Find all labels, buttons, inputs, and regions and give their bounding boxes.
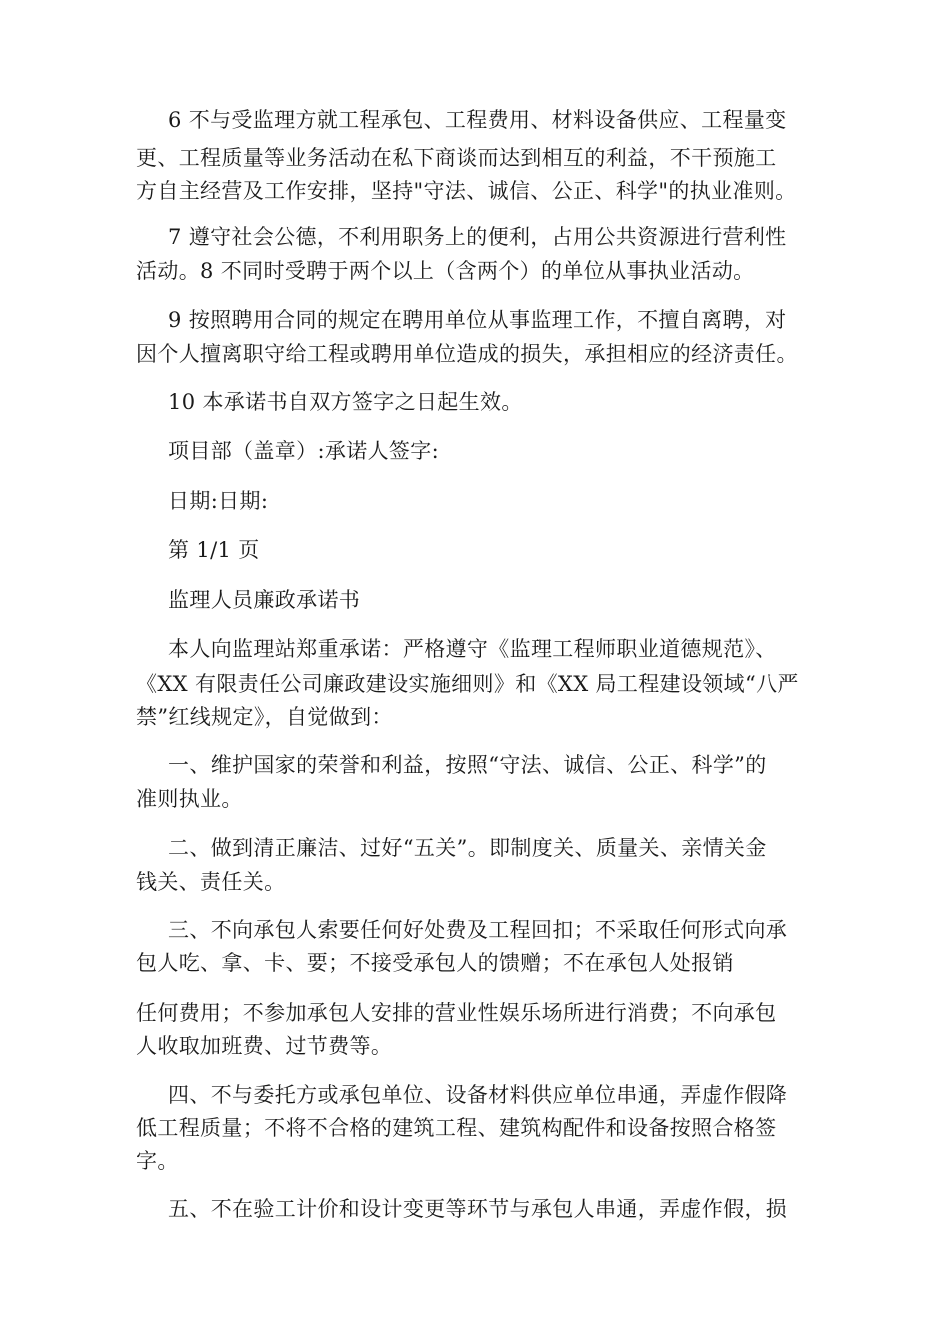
line-text: 方自主经营及工作安排，坚持"守法、诚信、公正、科学"的执业准则。 [136,179,797,203]
line-text: 五、不在验工计价和设计变更等环节与承包人串通，弄虚作假，损 [168,1197,788,1221]
line-text: 《XX 有限责任公司廉政建设实施细则》和《XX 局工程建设领域“八严 [136,672,799,696]
line-text: 日期:日期: [168,489,269,513]
line-text: 监理人员廉政承诺书 [168,588,361,612]
line-text: 人收取加班费、过节费等。 [136,1034,393,1058]
line-text: 包人吃、拿、卡、要；不接受承包人的馈赠；不在承包人处报销 [136,951,734,975]
line-text: 第 1/1 页 [168,538,260,562]
line-text: 一、维护国家的荣誉和利益，按照“守法、诚信、公正、科学”的 [168,753,767,777]
line-text: 禁”红线规定》，自觉做到： [136,705,393,729]
line-text: 9 按照聘用合同的规定在聘用单位从事监理工作，不擅自离聘，对 [168,308,787,332]
line-text: 低工程质量；不将不合格的建筑工程、建筑构配件和设备按照合格签 [136,1116,777,1140]
line-text: 四、不与委托方或承包单位、设备材料供应单位串通，弄虚作假降 [168,1083,788,1107]
line-text: 更、工程质量等业务活动在私下商谈而达到相互的利益，不干预施工 [136,146,777,170]
line-text: 钱关、责任关。 [136,870,286,894]
line-text: 准则执业。 [136,787,243,811]
line-text: 6 不与受监理方就工程承包、工程费用、材料设备供应、工程量变 [168,108,787,132]
line-text: 二、做到清正廉洁、过好“五关”。即制度关、质量关、亲情关金 [168,836,767,860]
line-text: 活动。8 不同时受聘于两个以上（含两个）的单位从事执业活动。 [136,259,755,283]
line-text: 字。 [136,1149,179,1173]
line-text: 本人向监理站郑重承诺：严格遵守《监理工程师职业道德规范》、 [168,637,777,661]
line-text: 10 本承诺书自双方签字之日起生效。 [168,390,523,414]
line-text: 三、不向承包人索要任何好处费及工程回扣；不采取任何形式向承 [168,918,788,942]
line-text: 7 遵守社会公德，不利用职务上的便利，占用公共资源进行营利性 [168,225,787,249]
line-text: 项目部（盖章）:承诺人签字: [168,439,440,463]
line-text: 任何费用；不参加承包人安排的营业性娱乐场所进行消费；不向承包 [136,1001,777,1025]
line-text: 因个人擅离职守给工程或聘用单位造成的损失，承担相应的经济责任。 [136,342,798,366]
